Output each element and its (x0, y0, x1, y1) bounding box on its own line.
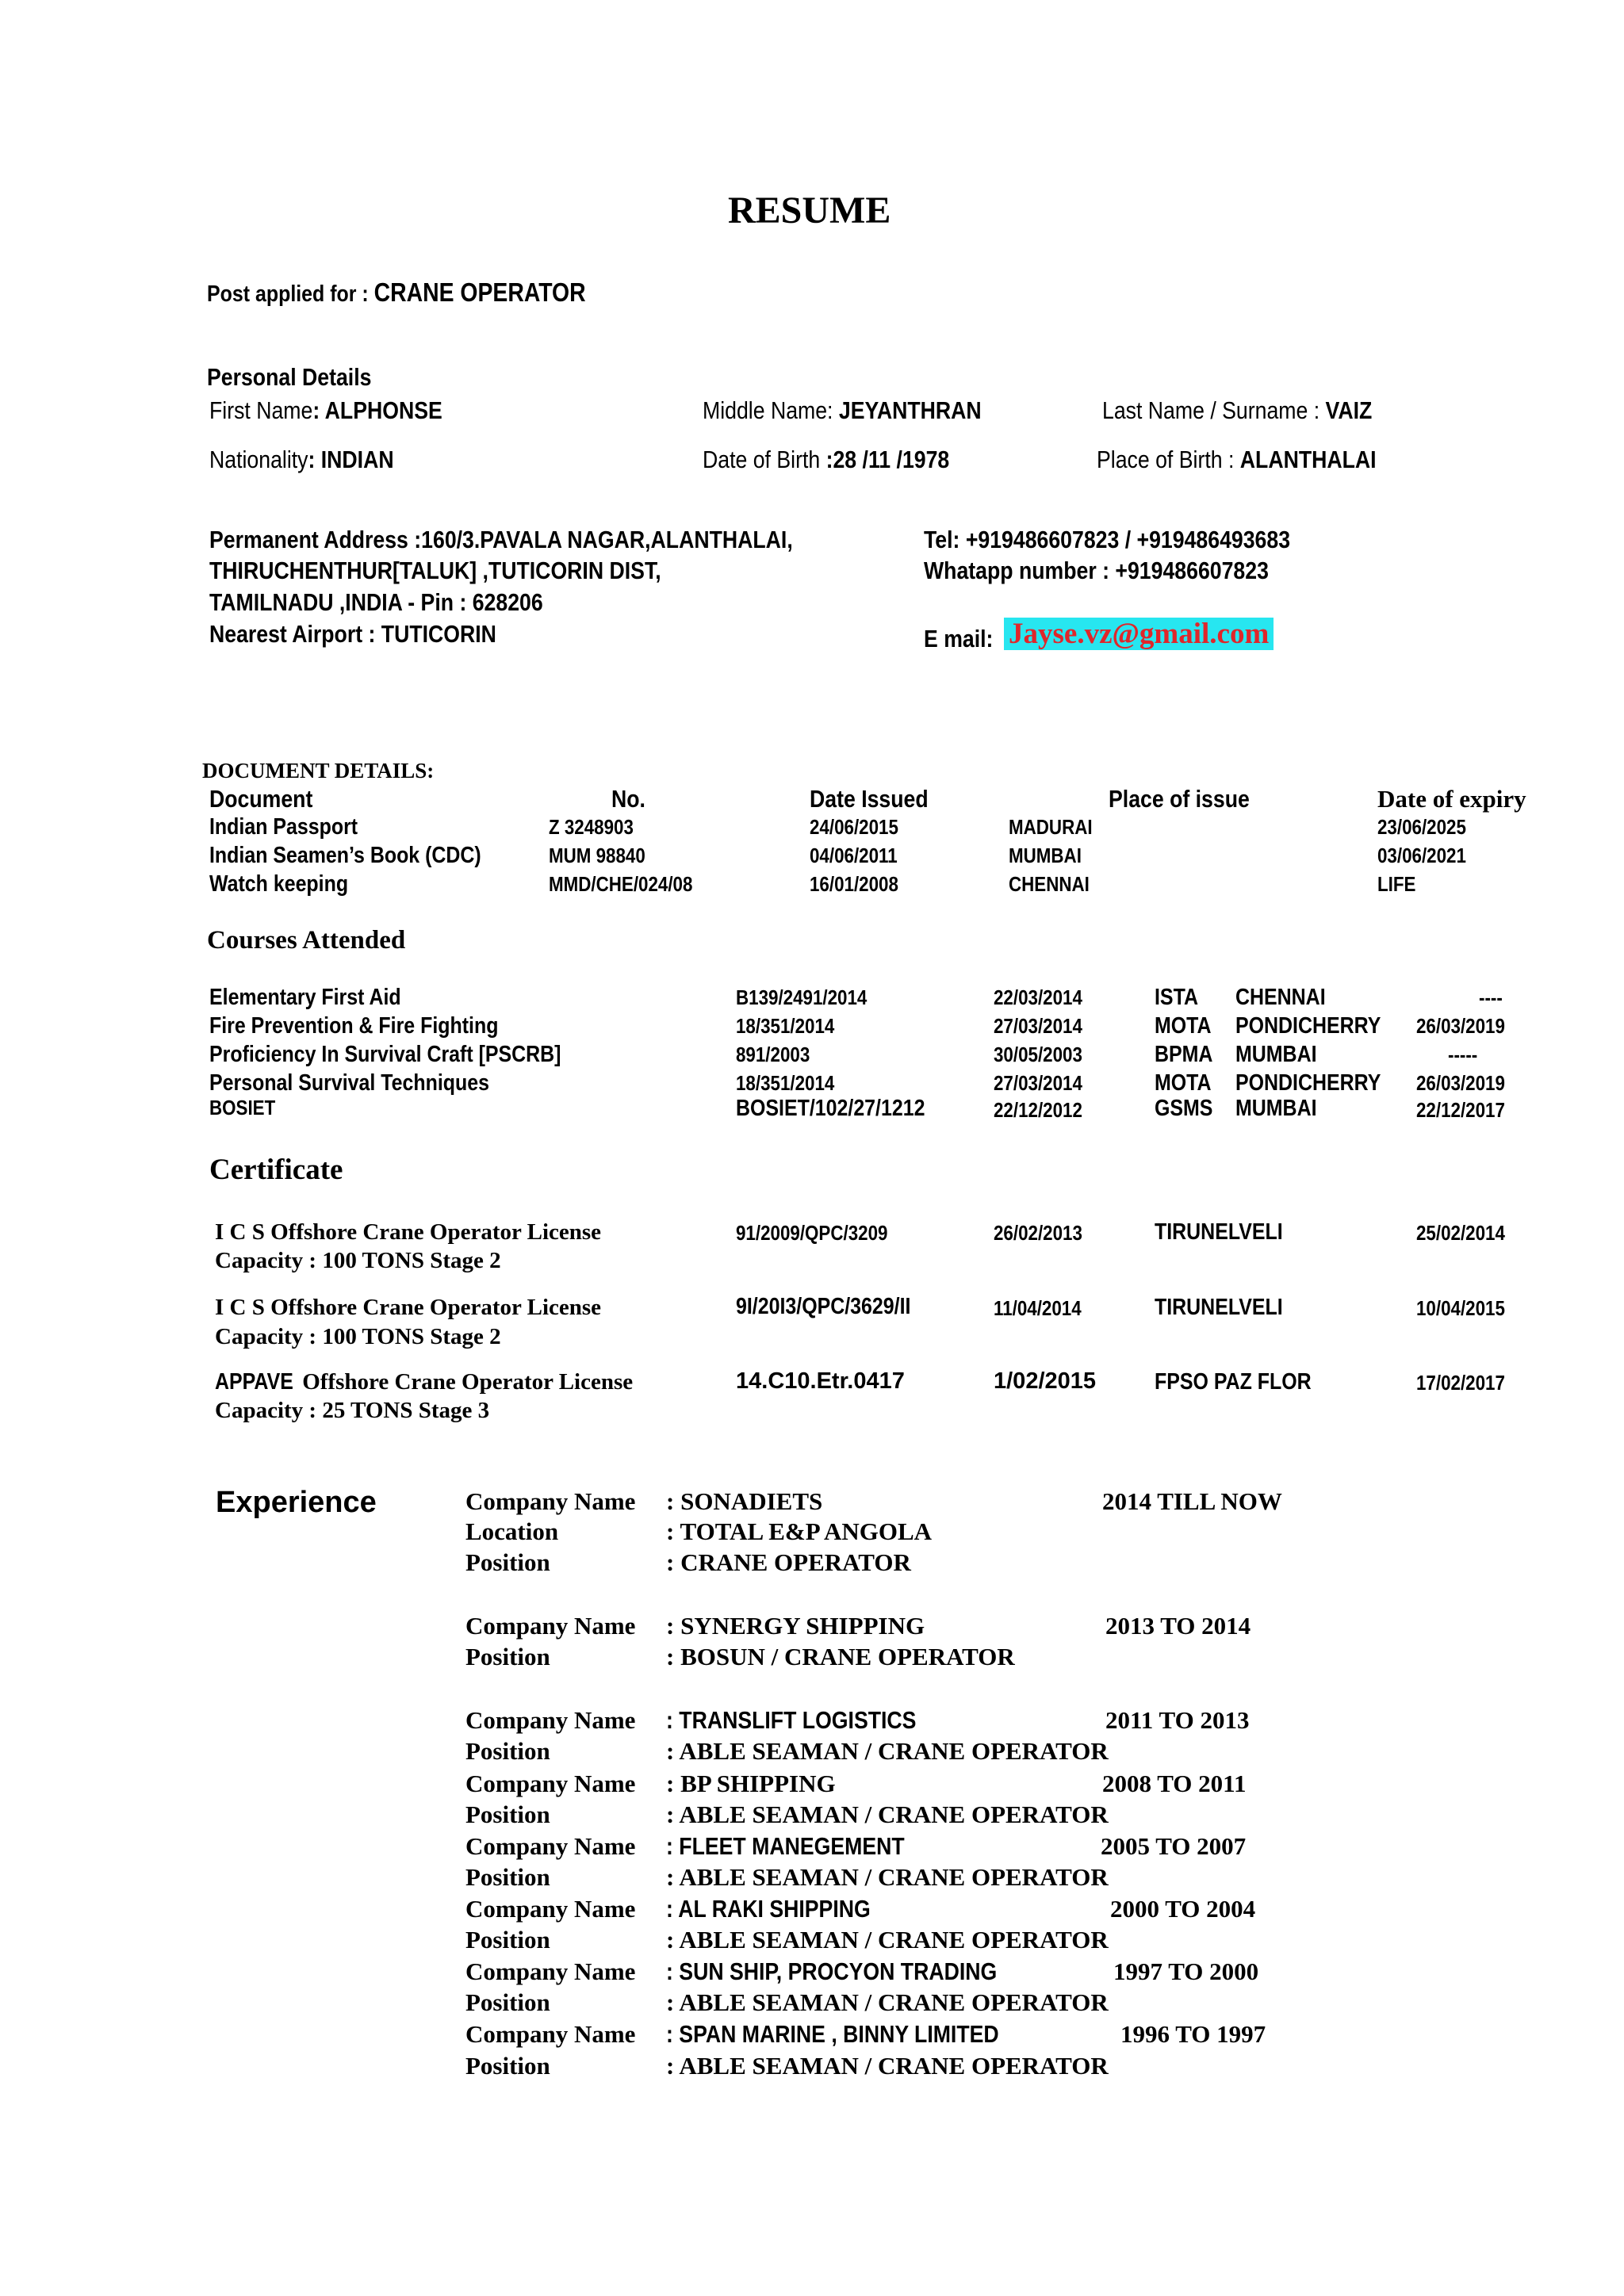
courses-heading: Courses Attended (207, 926, 406, 955)
position-label: Position (465, 1737, 550, 1765)
table-cell: BOSIET/102/27/1212 (736, 1096, 925, 1121)
table-cell: 18/351/2014 (736, 1071, 835, 1095)
certificate-heading: Certificate (209, 1154, 343, 1186)
company-name: : TRANSLIFT LOGISTICS (666, 1706, 917, 1734)
position-label: Position (465, 1548, 550, 1576)
table-cell: 23/06/2025 (1377, 815, 1466, 839)
table-cell: MUMBAI (1009, 844, 1082, 867)
table-cell: 891/2003 (736, 1043, 810, 1066)
table-cell: ----- (1448, 1043, 1478, 1066)
company-name: : SUN SHIP, PROCYON TRADING (666, 1957, 998, 1985)
telephone: Tel: +919486607823 / +919486493683 (924, 526, 1291, 553)
post-label: Post applied for : (207, 281, 374, 307)
table-row: Personal Survival Techniques (209, 1070, 489, 1096)
email-label: E mail: (924, 625, 994, 652)
position-value: : ABLE SEAMAN / CRANE OPERATOR (666, 2052, 1109, 2080)
doc-header-place: Place of issue (1109, 785, 1250, 813)
nationality: Nationality: INDIAN (209, 446, 394, 473)
table-cell: B139/2491/2014 (736, 985, 868, 1009)
date-of-birth: Date of Birth :28 /11 /1978 (703, 446, 950, 473)
certificate-name: APPAVE Offshore Crane Operator License (215, 1369, 634, 1395)
certificate-expiry: 17/02/2017 (1416, 1371, 1505, 1395)
position-value: : ABLE SEAMAN / CRANE OPERATOR (666, 1926, 1109, 1954)
position-value: : ABLE SEAMAN / CRANE OPERATOR (666, 1988, 1109, 2016)
table-cell: 22/03/2014 (994, 985, 1082, 1009)
address-line-1: Permanent Address :160/3.PAVALA NAGAR,ALANTHALAI, (209, 526, 793, 553)
certificate-capacity: Capacity : 100 TONS Stage 2 (215, 1324, 501, 1349)
company-label: Company Name (465, 2020, 636, 2048)
table-cell: 22/12/2012 (994, 1098, 1082, 1122)
nearest-airport: Nearest Airport : TUTICORIN (209, 620, 496, 648)
table-cell: MADURAI (1009, 815, 1093, 839)
table-row: Watch keeping (209, 871, 349, 897)
certificate-name: I C S Offshore Crane Operator License (215, 1295, 602, 1320)
company-label: Company Name (465, 1957, 636, 1985)
table-cell: 30/05/2003 (994, 1043, 1082, 1066)
email-link[interactable]: Jayse.vz@gmail.com (1004, 617, 1274, 651)
last-name: Last Name / Surname : VAIZ (1102, 396, 1373, 424)
company-name: : AL RAKI SHIPPING (666, 1895, 871, 1923)
table-row: Fire Prevention & Fire Fighting (209, 1013, 499, 1039)
location-value: : TOTAL E&P ANGOLA (666, 1517, 933, 1545)
middle-name: Middle Name: JEYANTHRAN (703, 396, 982, 424)
location-label: Location (465, 1517, 559, 1545)
certificate-capacity: Capacity : 100 TONS Stage 2 (215, 1248, 501, 1273)
certificate-expiry: 25/02/2014 (1416, 1221, 1505, 1245)
position-label: Position (465, 1926, 550, 1954)
certificate-number: 14.C10.Etr.0417 (736, 1368, 905, 1394)
table-cell: LIFE (1377, 872, 1416, 896)
table-cell: 16/01/2008 (810, 872, 898, 896)
position-label: Position (465, 1643, 550, 1670)
position-label: Position (465, 1988, 550, 2016)
position-value: : BOSUN / CRANE OPERATOR (666, 1643, 1015, 1670)
doc-header-document: Document (209, 785, 313, 813)
certificate-number: 9I/20I3/QPC/3629/II (736, 1294, 911, 1319)
company-label: Company Name (465, 1895, 636, 1923)
post-applied (207, 277, 647, 308)
personal-details-heading: Personal Details (207, 363, 372, 391)
position-label: Position (465, 2052, 550, 2080)
table-cell: 27/03/2014 (994, 1071, 1082, 1095)
company-period: 2000 TO 2004 (1110, 1895, 1256, 1923)
experience-heading: Experience (216, 1486, 377, 1519)
table-row: Indian Passport (209, 814, 358, 840)
table-cell: 03/06/2021 (1377, 844, 1466, 867)
table-cell: GSMS (1155, 1096, 1213, 1121)
table-cell: Z 3248903 (549, 815, 634, 839)
doc-header-expiry: Date of expiry (1377, 785, 1526, 813)
table-cell: PONDICHERRY (1235, 1070, 1381, 1096)
address-line-3: TAMILNADU ,INDIA - Pin : 628206 (209, 588, 543, 616)
document-details-heading: DOCUMENT DETAILS: (202, 759, 435, 783)
position-label: Position (465, 1863, 550, 1891)
company-period: 2014 TILL NOW (1102, 1487, 1282, 1515)
company-name: : SYNERGY SHIPPING (666, 1612, 925, 1640)
position-value: : ABLE SEAMAN / CRANE OPERATOR (666, 1800, 1109, 1828)
table-cell: ISTA (1155, 985, 1198, 1010)
doc-header-date-issued: Date Issued (810, 785, 929, 813)
table-cell: CHENNAI (1235, 985, 1326, 1010)
certificate-name: I C S Offshore Crane Operator License (215, 1219, 602, 1245)
table-row: Elementary First Aid (209, 985, 401, 1010)
certificate-capacity: Capacity : 25 TONS Stage 3 (215, 1398, 490, 1423)
table-cell: ---- (1479, 985, 1503, 1009)
table-row: Indian Seamen’s Book (CDC) (209, 843, 481, 868)
company-name: : FLEET MANEGEMENT (666, 1832, 905, 1860)
certificate-issued: 11/04/2014 (994, 1296, 1082, 1320)
table-cell: MOTA (1155, 1070, 1212, 1096)
company-label: Company Name (465, 1770, 636, 1797)
company-label: Company Name (465, 1832, 636, 1860)
table-cell: MUMBAI (1235, 1042, 1317, 1067)
certificate-place: TIRUNELVELI (1155, 1295, 1283, 1320)
page-title: RESUME (728, 189, 891, 232)
post-value: CRANE OPERATOR (373, 277, 586, 307)
position-value: : ABLE SEAMAN / CRANE OPERATOR (666, 1863, 1109, 1891)
company-label: Company Name (465, 1612, 636, 1640)
company-period: 2008 TO 2011 (1102, 1770, 1247, 1797)
table-cell: CHENNAI (1009, 872, 1090, 896)
table-cell: PONDICHERRY (1235, 1013, 1381, 1039)
company-label: Company Name (465, 1487, 636, 1515)
company-period: 1996 TO 1997 (1120, 2020, 1266, 2048)
table-row: BOSIET (209, 1096, 276, 1119)
whatsapp-number: Whatapp number : +919486607823 (924, 557, 1269, 584)
table-cell: MUMBAI (1235, 1096, 1317, 1121)
position-label: Position (465, 1800, 550, 1828)
company-name: : BP SHIPPING (666, 1770, 836, 1797)
first-name: First Name: ALPHONSE (209, 396, 442, 424)
company-name: : SPAN MARINE , BINNY LIMITED (666, 2020, 999, 2048)
table-row: Proficiency In Survival Craft [PSCRB] (209, 1042, 561, 1067)
table-cell: MOTA (1155, 1013, 1212, 1039)
company-period: 2005 TO 2007 (1101, 1832, 1247, 1860)
table-cell: 27/03/2014 (994, 1014, 1082, 1038)
table-cell: 26/03/2019 (1416, 1071, 1505, 1095)
table-cell: 26/03/2019 (1416, 1014, 1505, 1038)
table-cell: 24/06/2015 (810, 815, 898, 839)
company-name: : SONADIETS (666, 1487, 823, 1515)
certificate-place: FPSO PAZ FLOR (1155, 1369, 1312, 1395)
address-line-2: THIRUCHENTHUR[TALUK] ,TUTICORIN DIST, (209, 557, 661, 584)
certificate-issued: 1/02/2015 (994, 1368, 1097, 1394)
company-period: 2011 TO 2013 (1105, 1706, 1250, 1734)
company-period: 1997 TO 2000 (1113, 1957, 1259, 1985)
company-label: Company Name (465, 1706, 636, 1734)
certificate-number: 91/2009/QPC/3209 (736, 1221, 888, 1245)
table-cell: 18/351/2014 (736, 1014, 835, 1038)
table-cell: 22/12/2017 (1416, 1098, 1505, 1122)
certificate-place: TIRUNELVELI (1155, 1219, 1283, 1245)
table-cell: BPMA (1155, 1042, 1213, 1067)
position-value: : CRANE OPERATOR (666, 1548, 911, 1576)
table-cell: 04/06/2011 (810, 844, 898, 867)
certificate-issued: 26/02/2013 (994, 1221, 1082, 1245)
table-cell: MUM 98840 (549, 844, 645, 867)
table-cell: MMD/CHE/024/08 (549, 872, 693, 896)
doc-header-no: No. (611, 785, 645, 813)
place-of-birth: Place of Birth : ALANTHALAI (1097, 446, 1377, 473)
position-value: : ABLE SEAMAN / CRANE OPERATOR (666, 1737, 1109, 1765)
certificate-expiry: 10/04/2015 (1416, 1296, 1505, 1320)
company-period: 2013 TO 2014 (1105, 1612, 1251, 1640)
